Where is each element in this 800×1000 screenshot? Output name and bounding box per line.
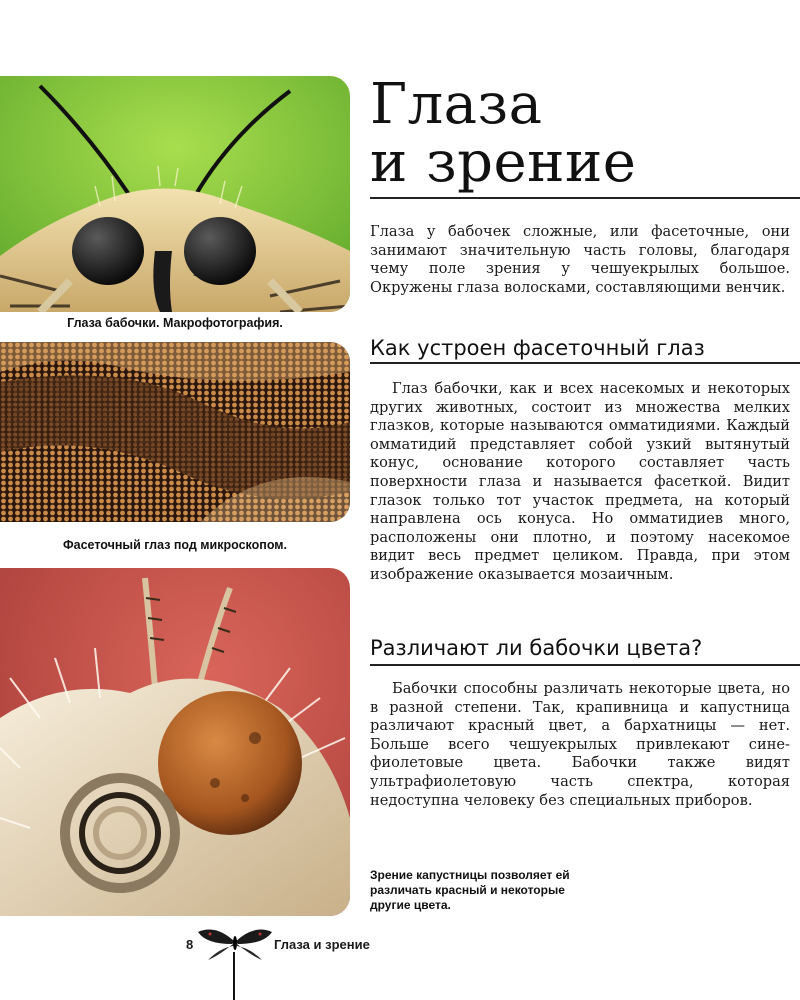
section1-heading: Как устроен фасеточный глаз [370,336,705,360]
intro-paragraph: Глаза у бабочек сложные, или фасеточные, они занимают значительную часть головы, благодаря чему поле зрения у чешуекрылых большое. Окружены глаза волосками, составляющими венчик. [370,223,790,296]
compound-eye-microscope-photo [0,342,350,522]
section2-heading: Различают ли бабочки цвета? [370,636,703,660]
page-title-line2: и зрение [370,130,637,195]
butterfly-eyes-macro-photo [0,76,350,312]
page-title-line1: Глаза [370,72,543,137]
cabbage-butterfly-eye-photo [0,568,350,916]
page-number: 8 [186,937,194,952]
photo1-caption: Глаза бабочки. Макрофотография. [67,316,283,330]
photo2-caption: Фасеточный глаз под микроскопом. [62,538,288,552]
footer-section-label: Глаза и зрение [274,937,370,952]
butterfly-icon [196,922,274,962]
section1-divider [370,362,800,364]
page-title [370,72,790,195]
photo3-caption: Зрение капустницы позволяет ей различать красный и некоторые другие цвета. [370,868,570,912]
section2-divider [370,664,800,666]
section2-paragraph: Бабочки способны различать некоторые цвета, но в разной степени. Так, крапивница и капустница различают красный цвет, а бархатницы — нет. Больше всего чешуекрылых привлекают сине-фиолетовые цвета. Бабочки также видят ультрафиолетовую часть спектра, которая недоступна человеку без специальных приборов. [370,680,790,809]
section1-paragraph: Глаз бабочки, как и всех насекомых и некоторых других животных, состоит из множества мелких глазков, которые называются омматидиями. Каждый омматидий представляет собой узкий вытянутый конус, основание которого составляет часть поверхности глаза и называется фасеткой. Видит глазок только тот участок предмета, на который направлена ось конуса. Но омматидиев много, расположены они плотно, и поэтому насекомое видит весь предмет целиком. Правда, при этом изображение оказывается мозаичным. [370,380,790,583]
title-divider [370,197,800,199]
